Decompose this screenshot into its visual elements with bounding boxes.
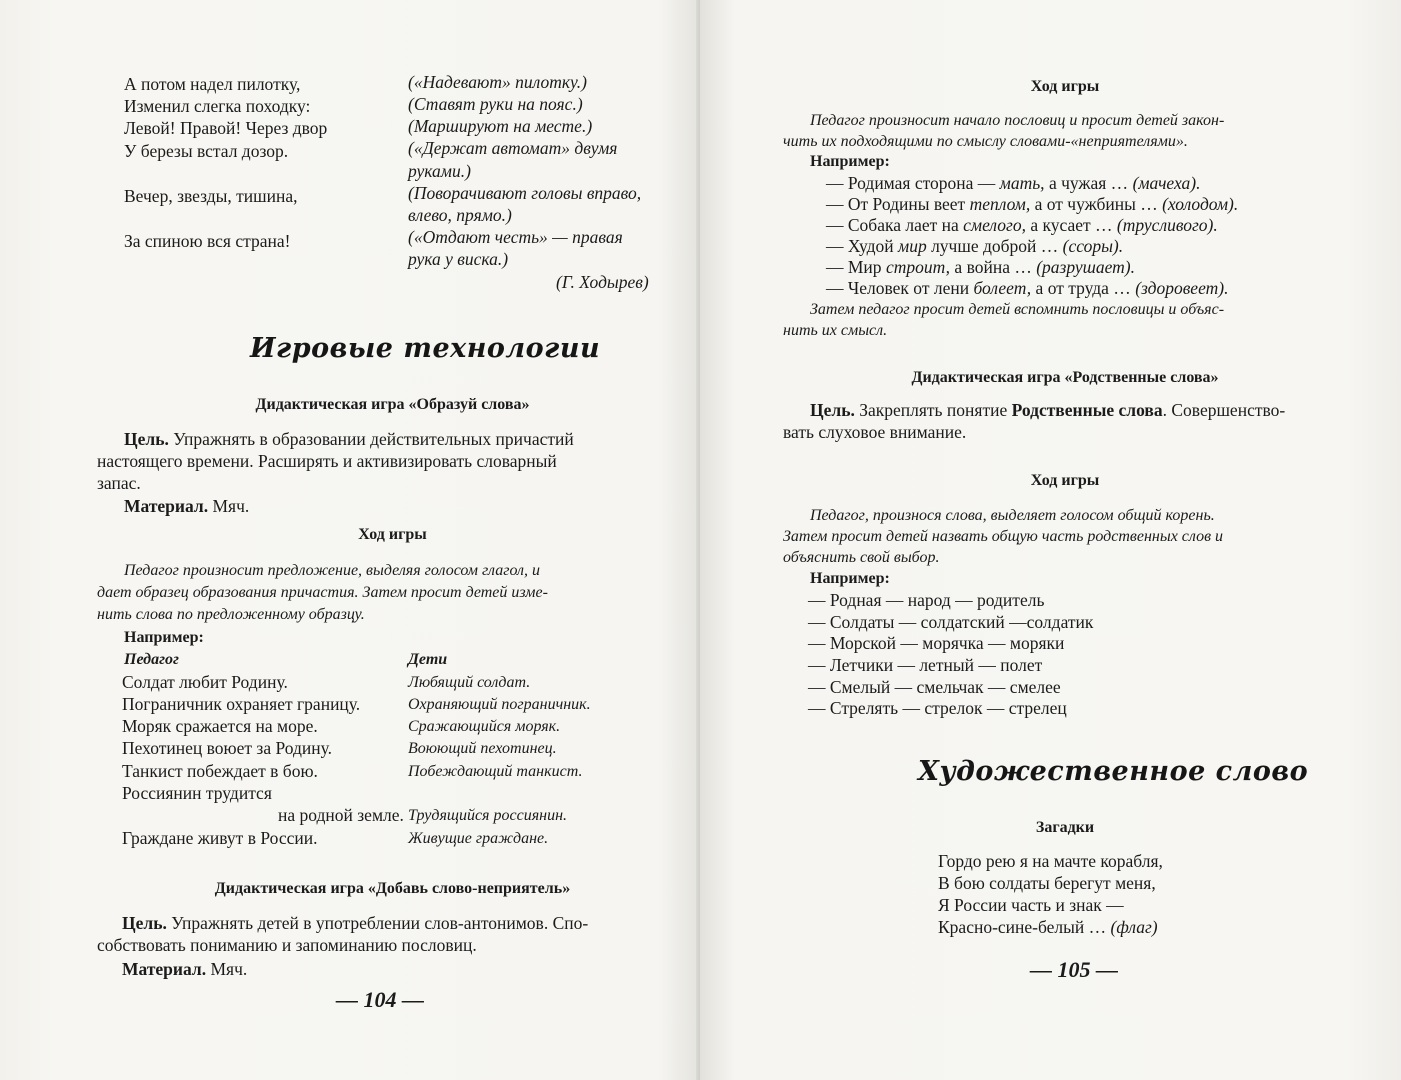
example-label: Например: (124, 629, 204, 646)
material-text: Мяч. (212, 496, 250, 516)
poem-line: А потом надел пилотку, (124, 74, 301, 94)
poem-action: рука у виска.) (408, 249, 509, 269)
goal-text: Упражнять детей в употреблении слов-антонимов. Спо- (171, 913, 589, 933)
course-text: дает образец образования причастия. Затем просит детей изме- (97, 584, 548, 601)
riddle-line: В бою солдаты берегут меня, (938, 873, 1156, 893)
course-text: Педагог произносит начало пословиц и просит детей закон- (810, 112, 1225, 129)
proverb-line: — Собака лает на смелого, а кусает … (трусливого). (826, 215, 1218, 235)
word-group: — Летчики — летный — полет (808, 655, 1043, 675)
goal-text: настоящего времени. Расширять и активизировать словарный (97, 451, 557, 471)
goal-text: . Совершенство- (1162, 400, 1286, 420)
poem-action: («Отдают честь» — правая (408, 227, 623, 247)
goal-text: запас. (97, 473, 141, 493)
poem-line: У березы встал дозор. (124, 141, 289, 161)
teacher-phrase: Моряк сражается на море. (122, 716, 318, 736)
course-text: нить слова по предложенному образцу. (97, 606, 365, 623)
goal-label: Цель. (810, 400, 855, 420)
teacher-phrase: Пехотинец воюет за Родину. (122, 738, 333, 758)
children-phrase: Трудящийся россиянин. (408, 807, 568, 824)
material-label: Материал. (122, 959, 207, 979)
goal-label: Цель. (124, 429, 169, 449)
page-number: — 105 — (1030, 957, 1118, 982)
goal-text: Закреплять понятие (859, 400, 1012, 420)
teacher-phrase: на родной земле. (278, 805, 404, 825)
goal-label: Цель. (122, 913, 167, 933)
poem-line: Изменил слегка походку: (124, 96, 311, 116)
goal-term: Родственные слова (1011, 400, 1163, 420)
teacher-phrase: Россиянин трудится (122, 783, 272, 803)
children-phrase: Сражающийся моряк. (408, 718, 561, 735)
children-phrase: Любящий солдат. (408, 674, 531, 691)
goal-text: Упражнять в образовании действительных причастий (173, 429, 574, 449)
riddle-line: Гордо рею я на мачте корабля, (938, 851, 1163, 871)
course-text: Затем педагог просит детей вспомнить пословицы и объяс- (810, 301, 1225, 318)
word-group: — Морской — морячка — моряки (808, 633, 1065, 653)
poem-line: За спиною вся страна! (124, 231, 291, 251)
word-group: — Родная — народ — родитель (808, 590, 1045, 610)
poem-action: («Надевают» пилотку.) (408, 72, 587, 92)
game-title: Дидактическая игра «Родственные слова» (911, 369, 1219, 386)
children-phrase: Охраняющий пограничник. (408, 696, 591, 713)
material-label: Материал. (124, 496, 209, 516)
poem-action: влево, прямо.) (408, 205, 512, 225)
course-text: Затем просит детей назвать общую часть родственных слов и (783, 528, 1224, 545)
proverb-line: — Человек от лени болеет, а от труда … (здоровеет). (826, 278, 1229, 298)
page-number: — 104 — (336, 987, 424, 1012)
game-title: Дидактическая игра «Образуй слова» (255, 396, 530, 413)
goal-text: вать слуховое внимание. (783, 422, 967, 442)
word-group: — Смелый — смельчак — смелее (808, 677, 1061, 697)
poem-action: руками.) (408, 161, 471, 181)
column-header-children: Дети (408, 651, 448, 668)
goal-text: собствовать пониманию и запоминанию пословиц. (97, 935, 477, 955)
children-phrase: Воюющий пехотинец. (408, 740, 557, 757)
course-text: Педагог, произнося слова, выделяет голосом общий корень. (810, 507, 1215, 524)
riddle-answer: (флаг) (1110, 917, 1158, 937)
material-text: Мяч. (210, 959, 248, 979)
proverb-line: — Мир строит, а война … (разрушает). (826, 257, 1135, 277)
example-label: Например: (810, 153, 890, 170)
proverb-line: — Родимая сторона — мать, а чужая … (мачеха). (826, 173, 1201, 193)
course-text: объяснить свой выбор. (783, 549, 940, 566)
right-page (700, 0, 1401, 1080)
game-title: Дидактическая игра «Добавь слово-неприятель» (214, 880, 571, 897)
teacher-phrase: Пограничник охраняет границу. (122, 694, 361, 714)
poem-action: (Поворачивают головы вправо, (408, 183, 642, 203)
teacher-phrase: Солдат любит Родину. (122, 672, 288, 692)
poem-line: Левой! Правой! Через двор (124, 118, 328, 138)
proverb-line: — От Родины веет теплом, а от чужбины … (холодом). (826, 194, 1239, 214)
course-title: Ход игры (358, 526, 427, 543)
poem-author: (Г. Ходырев) (556, 272, 649, 292)
children-phrase: Живущие граждане. (408, 830, 549, 847)
proverb-line: — Худой мир лучше доброй … (ссоры). (826, 236, 1124, 256)
section-title: Художественное слово (918, 756, 1309, 787)
course-text: чить их подходящими по смыслу словами-«неприятелями». (783, 133, 1188, 150)
column-header-teacher: Педагог (124, 651, 179, 668)
course-title: Ход игры (1030, 472, 1100, 489)
section-title: Игровые технологии (250, 333, 601, 364)
course-text: Педагог произносит предложение, выделяя голосом глагол, и (124, 562, 541, 579)
left-page (0, 0, 700, 1080)
course-text: нить их смысл. (783, 322, 888, 339)
riddle-line: Я России часть и знак — (938, 895, 1124, 915)
children-phrase: Побеждающий танкист. (408, 763, 583, 780)
teacher-phrase: Граждане живут в России. (122, 828, 318, 848)
course-title: Ход игры (1030, 78, 1100, 95)
riddles-title: Загадки (1035, 819, 1095, 836)
word-group: — Солдаты — солдатский —солдатик (808, 612, 1094, 632)
word-group: — Стрелять — стрелок — стрелец (808, 698, 1067, 718)
poem-action: («Держат автомат» двумя (408, 138, 618, 158)
poem-action: (Ставят руки на пояс.) (408, 94, 583, 114)
example-label: Например: (810, 570, 890, 587)
teacher-phrase: Танкист побеждает в бою. (122, 761, 318, 781)
poem-line: Вечер, звезды, тишина, (124, 186, 298, 206)
riddle-line: Красно-сине-белый … (флаг) (938, 917, 1158, 937)
poem-action: (Маршируют на месте.) (408, 116, 593, 136)
